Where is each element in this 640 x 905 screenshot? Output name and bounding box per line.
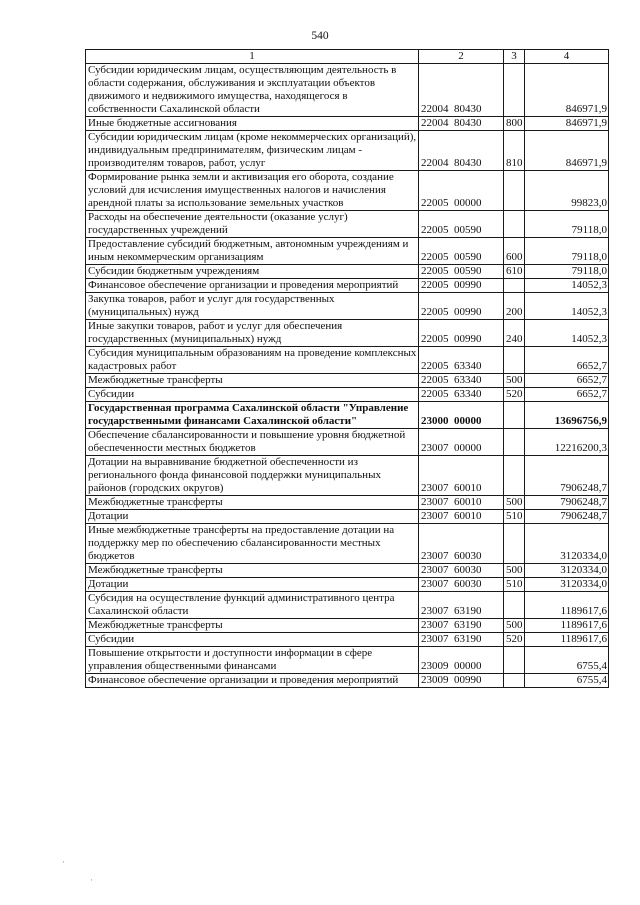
row-type-cell	[504, 429, 525, 456]
row-type-cell: 600	[504, 238, 525, 265]
row-amount-cell: 846971,9	[525, 117, 609, 131]
row-type-cell	[504, 171, 525, 211]
row-amount-cell: 7906248,7	[525, 510, 609, 524]
row-amount-cell: 846971,9	[525, 64, 609, 117]
row-type-cell: 810	[504, 131, 525, 171]
row-amount-cell: 14052,3	[525, 320, 609, 347]
row-code-cell: 22005 00000	[419, 171, 504, 211]
row-name-cell: Повышение открытости и доступности информации в сфере управления общественными финансами	[86, 647, 419, 674]
row-type-cell	[504, 674, 525, 688]
table-row	[86, 429, 609, 456]
row-code-cell: 22005 63340	[419, 388, 504, 402]
header-col-1: 1	[86, 50, 419, 64]
row-code-cell: 22004 80430	[419, 131, 504, 171]
row-code-cell: 22005 00990	[419, 320, 504, 347]
table-row	[86, 524, 609, 564]
row-name-cell: Межбюджетные трансферты	[86, 374, 419, 388]
row-code-cell: 23000 00000	[419, 402, 504, 429]
row-type-cell: 510	[504, 510, 525, 524]
row-amount-cell: 12216200,3	[525, 429, 609, 456]
row-code-cell: 22005 00590	[419, 265, 504, 279]
row-name-cell: Субсидии юридическим лицам (кроме некоммерческих организаций), индивидуальным предпринимателям, физическим лицам - производителям товаров, работ, услуг	[86, 131, 419, 171]
row-amount-cell: 7906248,7	[525, 496, 609, 510]
row-type-cell	[504, 279, 525, 293]
row-amount-cell: 6652,7	[525, 347, 609, 374]
row-amount-cell: 6755,4	[525, 647, 609, 674]
table-row	[86, 510, 609, 524]
row-code-cell: 23007 60030	[419, 564, 504, 578]
row-name-cell: Обеспечение сбалансированности и повышение уровня бюджетной обеспеченности местных бюджетов	[86, 429, 419, 456]
row-name-cell: Субсидии юридическим лицам, осуществляющим деятельность в области содержания, обслуживания и эксплуатации объектов движимого и недвижимого имущества, находящегося в собственности Сахалинской области	[86, 64, 419, 117]
row-amount-cell: 79118,0	[525, 238, 609, 265]
row-name-cell: Межбюджетные трансферты	[86, 619, 419, 633]
row-name-cell: Субсидии бюджетным учреждениям	[86, 265, 419, 279]
row-type-cell	[504, 211, 525, 238]
table-row	[86, 674, 609, 688]
table-row	[86, 647, 609, 674]
row-amount-cell: 846971,9	[525, 131, 609, 171]
row-amount-cell: 1189617,6	[525, 619, 609, 633]
table-row	[86, 117, 609, 131]
row-name-cell: Государственная программа Сахалинской области "Управление государственными финансами Сахалинской области"	[86, 402, 419, 429]
row-name-cell: Финансовое обеспечение организации и проведения мероприятий	[86, 674, 419, 688]
row-amount-cell: 3120334,0	[525, 564, 609, 578]
row-code-cell: 23007 60010	[419, 456, 504, 496]
header-col-3: 3	[504, 50, 525, 64]
row-amount-cell: 6652,7	[525, 374, 609, 388]
table-row	[86, 496, 609, 510]
row-name-cell: Субсидия муниципальным образованиям на проведение комплексных кадастровых работ	[86, 347, 419, 374]
row-name-cell: Субсидии	[86, 633, 419, 647]
row-code-cell: 23007 00000	[419, 429, 504, 456]
row-type-cell: 520	[504, 633, 525, 647]
table-row	[86, 388, 609, 402]
row-name-cell: Иные межбюджетные трансферты на предоставление дотации на поддержку мер по обеспечению сбалансированности местных бюджетов	[86, 524, 419, 564]
row-amount-cell: 6652,7	[525, 388, 609, 402]
row-code-cell: 23007 63190	[419, 619, 504, 633]
table-body	[86, 64, 609, 688]
row-code-cell: 22005 63340	[419, 347, 504, 374]
table-row	[86, 131, 609, 171]
row-type-cell: 610	[504, 265, 525, 279]
row-type-cell	[504, 456, 525, 496]
header-col-4: 4	[525, 50, 609, 64]
row-code-cell: 23007 60010	[419, 496, 504, 510]
row-name-cell: Дотации	[86, 578, 419, 592]
row-amount-cell: 1189617,6	[525, 633, 609, 647]
row-code-cell: 22005 00590	[419, 211, 504, 238]
table-row	[86, 293, 609, 320]
row-code-cell: 23007 60030	[419, 524, 504, 564]
row-amount-cell: 7906248,7	[525, 456, 609, 496]
row-name-cell: Финансовое обеспечение организации и проведения мероприятий	[86, 279, 419, 293]
row-code-cell: 22005 00990	[419, 279, 504, 293]
table-row	[86, 265, 609, 279]
table-row	[86, 211, 609, 238]
budget-table	[85, 49, 609, 688]
row-amount-cell: 14052,3	[525, 293, 609, 320]
row-amount-cell: 6755,4	[525, 674, 609, 688]
row-code-cell: 23009 00990	[419, 674, 504, 688]
page-number: 540	[311, 30, 329, 42]
row-type-cell: 520	[504, 388, 525, 402]
row-code-cell: 22004 80430	[419, 64, 504, 117]
row-name-cell: Межбюджетные трансферты	[86, 564, 419, 578]
row-name-cell: Иные закупки товаров, работ и услуг для обеспечения государственных (муниципальных) нужд	[86, 320, 419, 347]
table-row	[86, 279, 609, 293]
row-code-cell: 22005 00990	[419, 293, 504, 320]
row-name-cell: Межбюджетные трансферты	[86, 496, 419, 510]
row-amount-cell: 14052,3	[525, 279, 609, 293]
row-amount-cell: 13696756,9	[525, 402, 609, 429]
table-row	[86, 238, 609, 265]
row-type-cell: 240	[504, 320, 525, 347]
table-row	[86, 619, 609, 633]
row-name-cell: Формирование рынка земли и активизация его оборота, создание условий для исчисления имущественных налогов и начисления арендной платы за использование земельных участков	[86, 171, 419, 211]
table-row	[86, 456, 609, 496]
row-amount-cell: 3120334,0	[525, 524, 609, 564]
table-row	[86, 402, 609, 429]
row-type-cell	[504, 647, 525, 674]
header-row	[86, 50, 609, 64]
row-type-cell	[504, 402, 525, 429]
row-name-cell: Иные бюджетные ассигнования	[86, 117, 419, 131]
table-row	[86, 592, 609, 619]
row-type-cell	[504, 592, 525, 619]
table-row	[86, 564, 609, 578]
row-code-cell: 22005 00590	[419, 238, 504, 265]
row-amount-cell: 1189617,6	[525, 592, 609, 619]
table-row	[86, 347, 609, 374]
row-code-cell: 23007 60010	[419, 510, 504, 524]
header-col-2: 2	[419, 50, 504, 64]
row-name-cell: Закупка товаров, работ и услуг для государственных (муниципальных) нужд	[86, 293, 419, 320]
row-type-cell: 500	[504, 619, 525, 633]
scan-speck: ·	[90, 875, 93, 885]
row-name-cell: Предоставление субсидий бюджетным, автономным учреждениям и иным некоммерческим организациям	[86, 238, 419, 265]
row-type-cell: 500	[504, 374, 525, 388]
row-amount-cell: 99823,0	[525, 171, 609, 211]
row-name-cell: Субсидии	[86, 388, 419, 402]
table-row	[86, 320, 609, 347]
row-amount-cell: 3120334,0	[525, 578, 609, 592]
row-code-cell: 23007 63190	[419, 592, 504, 619]
row-name-cell: Расходы на обеспечение деятельности (оказание услуг) государственных учреждений	[86, 211, 419, 238]
row-type-cell	[504, 524, 525, 564]
row-type-cell	[504, 64, 525, 117]
row-type-cell: 500	[504, 496, 525, 510]
row-type-cell	[504, 347, 525, 374]
row-type-cell: 200	[504, 293, 525, 320]
table-row	[86, 171, 609, 211]
scan-speck: ·	[62, 857, 65, 867]
row-code-cell: 23007 63190	[419, 633, 504, 647]
table-row	[86, 374, 609, 388]
row-type-cell: 500	[504, 564, 525, 578]
row-type-cell: 800	[504, 117, 525, 131]
row-code-cell: 22004 80430	[419, 117, 504, 131]
row-name-cell: Дотации на выравнивание бюджетной обеспеченности из регионального фонда финансовой поддержки муниципальных районов (городских округов)	[86, 456, 419, 496]
row-code-cell: 23007 60030	[419, 578, 504, 592]
table-row	[86, 64, 609, 117]
row-name-cell: Дотации	[86, 510, 419, 524]
table-row	[86, 633, 609, 647]
row-amount-cell: 79118,0	[525, 211, 609, 238]
row-code-cell: 23009 00000	[419, 647, 504, 674]
row-name-cell: Субсидия на осуществление функций административного центра Сахалинской области	[86, 592, 419, 619]
row-amount-cell: 79118,0	[525, 265, 609, 279]
row-type-cell: 510	[504, 578, 525, 592]
table-header	[86, 50, 609, 64]
table-row	[86, 578, 609, 592]
row-code-cell: 22005 63340	[419, 374, 504, 388]
